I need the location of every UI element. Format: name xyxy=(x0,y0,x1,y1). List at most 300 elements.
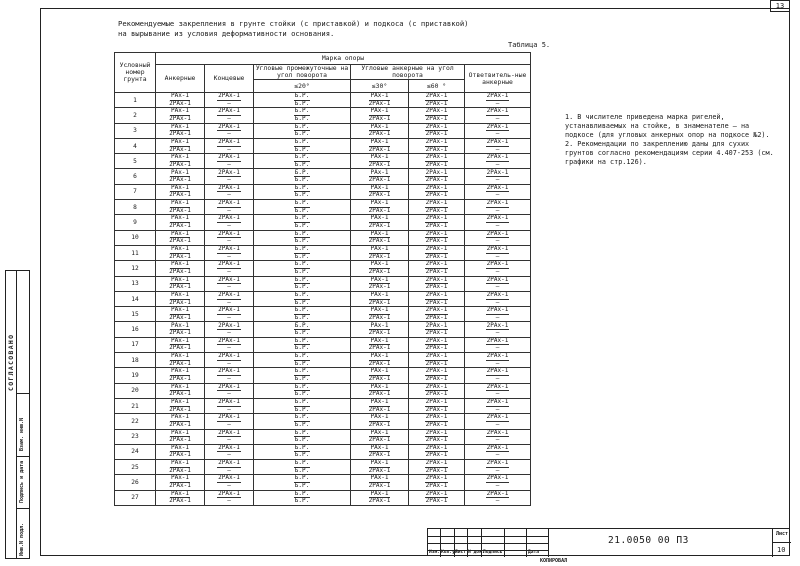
denominator: 2РАх-1 xyxy=(425,405,448,413)
numerator: РАх-1 xyxy=(370,444,389,451)
numerator: РАх-1 xyxy=(170,459,190,467)
cell-d60 xyxy=(409,460,465,475)
denominator: – xyxy=(227,313,231,321)
numerator: 2РАх-1 xyxy=(218,490,240,497)
header-deg30: ≤30° xyxy=(351,80,409,93)
denominator: – xyxy=(227,99,231,107)
denominator: 2РАх-1 xyxy=(169,344,191,352)
numerator: РАх-1 xyxy=(370,367,389,375)
denominator: Б.Р. xyxy=(294,114,310,122)
cell-e xyxy=(205,353,254,368)
cell-i xyxy=(254,475,351,490)
table-row xyxy=(115,93,531,108)
denominator: – xyxy=(227,420,231,428)
numerator: Б.Р. xyxy=(294,245,310,253)
numerator: 2РАх-1 xyxy=(425,490,448,497)
cell-i xyxy=(254,353,351,368)
cell-e xyxy=(205,368,254,383)
header-angle-inter: Угловые промежуточные на угол поворота xyxy=(254,65,351,80)
notes xyxy=(565,113,780,167)
title-line-2: на вырывание из условия деформативности основания. xyxy=(118,29,335,38)
numerator: 2РАх-1 xyxy=(486,352,509,360)
cell-a xyxy=(156,398,205,413)
numerator: 2РАх-1 xyxy=(218,214,240,222)
numerator: 2РАх-1 xyxy=(425,291,448,298)
denominator: 2РАх-1 xyxy=(368,222,391,230)
denominator: Б.Р. xyxy=(294,451,310,459)
numerator: РАх-1 xyxy=(170,92,190,100)
numerator: РАх-1 xyxy=(370,352,389,360)
numerator: 2РАх-1 xyxy=(218,398,240,405)
cell-a xyxy=(156,154,205,169)
numerator: 2РАх-1 xyxy=(218,153,240,161)
numerator: РАх-1 xyxy=(170,199,190,207)
numerator: 2РАх-1 xyxy=(425,260,448,268)
denominator: – xyxy=(495,344,500,352)
denominator: 2РАх-1 xyxy=(425,313,448,321)
denominator: 2РАх-1 xyxy=(425,329,448,337)
cell-b xyxy=(465,353,531,368)
denominator: 2РАх-1 xyxy=(368,191,391,199)
denominator: – xyxy=(227,482,231,490)
numerator: 2РАх-1 xyxy=(486,92,509,100)
cell-a xyxy=(156,414,205,429)
soil-number: 20 xyxy=(115,383,156,398)
soil-number: 13 xyxy=(115,276,156,291)
numerator: РАх-1 xyxy=(370,107,389,115)
cell-e xyxy=(205,123,254,138)
cell-e xyxy=(205,475,254,490)
numerator: 2РАх-1 xyxy=(218,123,240,130)
numerator: Б.Р. xyxy=(294,459,310,467)
denominator: – xyxy=(227,252,231,260)
numerator: РАх-1 xyxy=(370,337,389,344)
cell-i xyxy=(254,184,351,199)
denominator: 2РАх-1 xyxy=(169,114,191,122)
denominator: – xyxy=(495,329,500,337)
denominator: – xyxy=(495,114,500,122)
denominator: 2РАх-1 xyxy=(368,497,391,505)
denominator: 2РАх-1 xyxy=(425,267,448,275)
numerator: 2РАх-1 xyxy=(425,337,448,344)
header-deg60: ≤60 ° xyxy=(409,80,465,93)
sign-date-label: Подпись и дата xyxy=(19,460,25,503)
numerator: РАх-1 xyxy=(170,474,190,482)
cell-b xyxy=(465,322,531,337)
numerator: 2РАх-1 xyxy=(425,214,448,222)
numerator: РАх-1 xyxy=(170,383,190,390)
denominator: – xyxy=(227,222,231,230)
denominator: – xyxy=(495,420,500,428)
denominator: 2РАх-1 xyxy=(425,482,448,490)
soil-number: 19 xyxy=(115,368,156,383)
cell-d60 xyxy=(409,154,465,169)
cell-e xyxy=(205,215,254,230)
cell-d30 xyxy=(351,475,409,490)
cell-d30 xyxy=(351,184,409,199)
denominator: Б.Р. xyxy=(294,329,310,337)
denominator: – xyxy=(495,390,500,398)
denominator: Б.Р. xyxy=(294,130,310,138)
denominator: 2РАх-1 xyxy=(425,130,448,138)
stamp-label-list: Лист xyxy=(455,550,467,555)
numerator: 2РАх-1 xyxy=(425,199,448,207)
denominator: 2РАх-1 xyxy=(425,99,448,107)
denominator: – xyxy=(227,497,231,505)
denominator: 2РАх-1 xyxy=(368,130,391,138)
cell-d60 xyxy=(409,245,465,260)
numerator: 2РАх-1 xyxy=(218,413,240,421)
numerator: 2РАх-1 xyxy=(218,429,240,436)
numerator: 2РАх-1 xyxy=(486,138,509,145)
cell-d30 xyxy=(351,154,409,169)
denominator: – xyxy=(227,145,231,153)
numerator: 2РАх-1 xyxy=(486,459,509,467)
numerator: 2РАх-1 xyxy=(486,444,509,451)
denominator: Б.Р. xyxy=(294,191,310,199)
cell-a xyxy=(156,490,205,505)
numerator: 2РАх-1 xyxy=(218,276,240,283)
numerator: 2РАх-1 xyxy=(218,168,240,176)
cell-i xyxy=(254,368,351,383)
page-number: 13 xyxy=(770,0,790,12)
cell-e xyxy=(205,93,254,108)
cell-d30 xyxy=(351,368,409,383)
table-row xyxy=(115,291,531,306)
denominator: Б.Р. xyxy=(294,436,310,444)
numerator: 2РАх-1 xyxy=(486,245,509,253)
cell-d30 xyxy=(351,108,409,123)
cell-i xyxy=(254,230,351,245)
stamp-label-sign: Подпись xyxy=(483,550,503,555)
denominator: – xyxy=(495,176,500,184)
denominator: 2РАх-1 xyxy=(425,283,448,291)
cell-d60 xyxy=(409,444,465,459)
cell-e xyxy=(205,154,254,169)
denominator: – xyxy=(495,298,500,306)
numerator: Б.Р. xyxy=(294,413,310,421)
denominator: – xyxy=(495,252,500,260)
denominator: 2РАх-1 xyxy=(169,298,191,306)
numerator: 2РАх-1 xyxy=(425,138,448,145)
denominator: 2РАх-1 xyxy=(425,466,448,474)
cell-d60 xyxy=(409,398,465,413)
cell-e xyxy=(205,245,254,260)
cell-d60 xyxy=(409,108,465,123)
cell-b xyxy=(465,383,531,398)
header-anchor: Анкерные xyxy=(156,65,205,93)
denominator: 2РАх-1 xyxy=(425,191,448,199)
cell-e xyxy=(205,383,254,398)
cell-e xyxy=(205,138,254,153)
cell-i xyxy=(254,276,351,291)
table-label: Таблица 5. xyxy=(508,41,551,49)
denominator: 2РАх-1 xyxy=(169,313,191,321)
numerator: РАх-1 xyxy=(370,138,389,145)
numerator: 2РАх-1 xyxy=(425,352,448,360)
cell-b xyxy=(465,200,531,215)
cell-b xyxy=(465,169,531,184)
soil-number: 16 xyxy=(115,322,156,337)
denominator: Б.Р. xyxy=(294,466,310,474)
denominator: Б.Р. xyxy=(294,99,310,107)
soil-number: 22 xyxy=(115,414,156,429)
table-row xyxy=(115,215,531,230)
denominator: Б.Р. xyxy=(294,405,310,413)
numerator: 2РАх-1 xyxy=(425,184,448,191)
cell-a xyxy=(156,138,205,153)
denominator: 2РАх-1 xyxy=(368,482,391,490)
denominator: – xyxy=(495,405,500,413)
numerator: РАх-1 xyxy=(170,367,190,375)
table-row xyxy=(115,245,531,260)
denominator: – xyxy=(495,482,500,490)
denominator: Б.Р. xyxy=(294,145,310,153)
numerator: РАх-1 xyxy=(170,490,190,497)
denominator: – xyxy=(227,298,231,306)
cell-b xyxy=(465,337,531,352)
numerator: 2РАх-1 xyxy=(425,429,448,436)
numerator: 2РАх-1 xyxy=(425,153,448,161)
header-deg20: ≤20° xyxy=(254,80,351,93)
document-code: 21.0050 00 ПЗ xyxy=(608,535,689,546)
cell-d60 xyxy=(409,383,465,398)
numerator: 2РАх-1 xyxy=(486,123,509,130)
numerator: 2РАх-1 xyxy=(486,291,509,298)
numerator: РАх-1 xyxy=(170,306,190,314)
numerator: РАх-1 xyxy=(370,490,389,497)
denominator: 2РАх-1 xyxy=(368,344,391,352)
denominator: 2РАх-1 xyxy=(169,206,191,214)
denominator: 2РАх-1 xyxy=(368,206,391,214)
numerator: РАх-1 xyxy=(370,429,389,436)
numerator: Б.Р. xyxy=(294,383,310,390)
numerator: 2РАх-1 xyxy=(425,413,448,421)
numerator: Б.Р. xyxy=(294,92,310,100)
numerator: РАх-1 xyxy=(370,413,389,421)
header-angle-anchor: Угловые анкерные на угол поворота xyxy=(351,65,465,80)
table-row xyxy=(115,337,531,352)
cell-d60 xyxy=(409,169,465,184)
denominator: – xyxy=(227,466,231,474)
table-row xyxy=(115,184,531,199)
numerator: РАх-1 xyxy=(370,459,389,467)
numerator: Б.Р. xyxy=(294,352,310,360)
header-brand: Марка опоры xyxy=(156,53,531,65)
numerator: 2РАх-1 xyxy=(486,398,509,405)
note-2: 2. Рекомендации по закреплению даны для сухих грунтов согласно рекомендациям серии 4.407-253 (см. графики на стр.126). xyxy=(565,140,774,166)
denominator: 2РАх-1 xyxy=(169,130,191,138)
soil-number: 12 xyxy=(115,261,156,276)
soil-number: 4 xyxy=(115,138,156,153)
denominator: – xyxy=(227,344,231,352)
cell-b xyxy=(465,490,531,505)
cell-b xyxy=(465,245,531,260)
numerator: РАх-1 xyxy=(370,230,389,237)
denominator: 2РАх-1 xyxy=(425,436,448,444)
numerator: 2РАх-1 xyxy=(218,367,240,375)
numerator: 2РАх-1 xyxy=(486,168,509,176)
cell-e xyxy=(205,398,254,413)
cell-i xyxy=(254,245,351,260)
table-row xyxy=(115,414,531,429)
cell-d30 xyxy=(351,245,409,260)
numerator: Б.Р. xyxy=(294,214,310,222)
denominator: – xyxy=(495,374,500,382)
numerator: Б.Р. xyxy=(294,107,310,115)
soil-number: 10 xyxy=(115,230,156,245)
denominator: Б.Р. xyxy=(294,374,310,382)
denominator: 2РАх-1 xyxy=(169,222,191,230)
inv-replacement-label: Взам. инв.N xyxy=(19,417,25,451)
numerator: Б.Р. xyxy=(294,260,310,268)
cell-d60 xyxy=(409,261,465,276)
numerator: РАх-1 xyxy=(170,214,190,222)
numerator: 2РАх-1 xyxy=(218,337,240,344)
table-row xyxy=(115,261,531,276)
numerator: Б.Р. xyxy=(294,367,310,375)
denominator: Б.Р. xyxy=(294,160,310,168)
numerator: 2РАх-1 xyxy=(425,383,448,390)
numerator: 2РАх-1 xyxy=(218,352,240,360)
numerator: РАх-1 xyxy=(370,260,389,268)
denominator: – xyxy=(227,283,231,291)
denominator: – xyxy=(227,237,231,245)
numerator: РАх-1 xyxy=(170,352,190,360)
cell-i xyxy=(254,200,351,215)
cell-d60 xyxy=(409,276,465,291)
cell-d30 xyxy=(351,383,409,398)
denominator: 2РАх-1 xyxy=(425,298,448,306)
denominator: 2РАх-1 xyxy=(368,99,391,107)
denominator: 2РАх-1 xyxy=(169,390,191,398)
header-soil: Условный номер грунта xyxy=(115,53,156,93)
numerator: 2РАх-1 xyxy=(486,276,509,283)
denominator: 2РАх-1 xyxy=(169,436,191,444)
numerator: РАх-1 xyxy=(370,245,389,253)
denominator: 2РАх-1 xyxy=(169,283,191,291)
denominator: Б.Р. xyxy=(294,222,310,230)
numerator: РАх-1 xyxy=(170,337,190,344)
numerator: 2РАх-1 xyxy=(425,168,448,176)
denominator: – xyxy=(495,145,500,153)
sheet-label: Лист xyxy=(776,531,789,537)
numerator: Б.Р. xyxy=(294,444,310,451)
numerator: Б.Р. xyxy=(294,490,310,497)
denominator: 2РАх-1 xyxy=(368,329,391,337)
denominator: – xyxy=(495,99,500,107)
numerator: РАх-1 xyxy=(170,429,190,436)
table-row xyxy=(115,353,531,368)
numerator: РАх-1 xyxy=(170,413,190,421)
denominator: 2РАх-1 xyxy=(368,451,391,459)
cell-b xyxy=(465,154,531,169)
numerator: Б.Р. xyxy=(294,398,310,405)
cell-d60 xyxy=(409,138,465,153)
cell-i xyxy=(254,215,351,230)
numerator: 2РАх-1 xyxy=(486,107,509,115)
cell-a xyxy=(156,322,205,337)
numerator: РАх-1 xyxy=(170,444,190,451)
numerator: 2РАх-1 xyxy=(486,199,509,207)
cell-a xyxy=(156,93,205,108)
agreed-label: СОГЛАСОВАНО xyxy=(7,333,15,391)
numerator: РАх-1 xyxy=(170,260,190,268)
numerator: РАх-1 xyxy=(370,276,389,283)
denominator: 2РАх-1 xyxy=(368,145,391,153)
numerator: Б.Р. xyxy=(294,168,310,176)
numerator: 2РАх-1 xyxy=(218,230,240,237)
approval-sidebar xyxy=(5,270,30,559)
cell-b xyxy=(465,93,531,108)
numerator: 2РАх-1 xyxy=(486,490,509,497)
denominator: 2РАх-1 xyxy=(368,374,391,382)
cell-b xyxy=(465,276,531,291)
table-row xyxy=(115,383,531,398)
denominator: – xyxy=(227,191,231,199)
cell-i xyxy=(254,322,351,337)
denominator: Б.Р. xyxy=(294,482,310,490)
cell-d30 xyxy=(351,261,409,276)
denominator: 2РАх-1 xyxy=(169,374,191,382)
denominator: Б.Р. xyxy=(294,267,310,275)
cell-a xyxy=(156,337,205,352)
numerator: РАх-1 xyxy=(170,398,190,405)
numerator: РАх-1 xyxy=(370,92,389,100)
table-row xyxy=(115,460,531,475)
numerator: Б.Р. xyxy=(294,153,310,161)
denominator: – xyxy=(227,374,231,382)
cell-e xyxy=(205,337,254,352)
cell-i xyxy=(254,490,351,505)
cell-d60 xyxy=(409,200,465,215)
numerator: РАх-1 xyxy=(170,123,190,130)
numerator: РАх-1 xyxy=(170,107,190,115)
denominator: 2РАх-1 xyxy=(368,420,391,428)
denominator: – xyxy=(227,267,231,275)
cell-b xyxy=(465,261,531,276)
numerator: 2РАх-1 xyxy=(218,459,240,467)
cell-d30 xyxy=(351,230,409,245)
denominator: – xyxy=(227,329,231,337)
cell-i xyxy=(254,460,351,475)
denominator: 2РАх-1 xyxy=(368,252,391,260)
copied-label: КОПИРОВАЛ xyxy=(540,558,568,564)
cell-b xyxy=(465,230,531,245)
table-row xyxy=(115,368,531,383)
cell-d30 xyxy=(351,490,409,505)
cell-b xyxy=(465,444,531,459)
cell-i xyxy=(254,383,351,398)
numerator: 2РАх-1 xyxy=(486,184,509,191)
cell-e xyxy=(205,444,254,459)
soil-number: 21 xyxy=(115,398,156,413)
cell-d60 xyxy=(409,123,465,138)
table-row xyxy=(115,230,531,245)
cell-a xyxy=(156,383,205,398)
denominator: 2РАх-1 xyxy=(169,359,191,367)
cell-d60 xyxy=(409,429,465,444)
denominator: 2РАх-1 xyxy=(169,176,191,184)
denominator: – xyxy=(495,130,500,138)
numerator: Б.Р. xyxy=(294,199,310,207)
numerator: 2РАх-1 xyxy=(486,337,509,344)
denominator: – xyxy=(495,451,500,459)
cell-d30 xyxy=(351,322,409,337)
cell-b xyxy=(465,138,531,153)
numerator: 2РАх-1 xyxy=(486,383,509,390)
cell-d60 xyxy=(409,475,465,490)
